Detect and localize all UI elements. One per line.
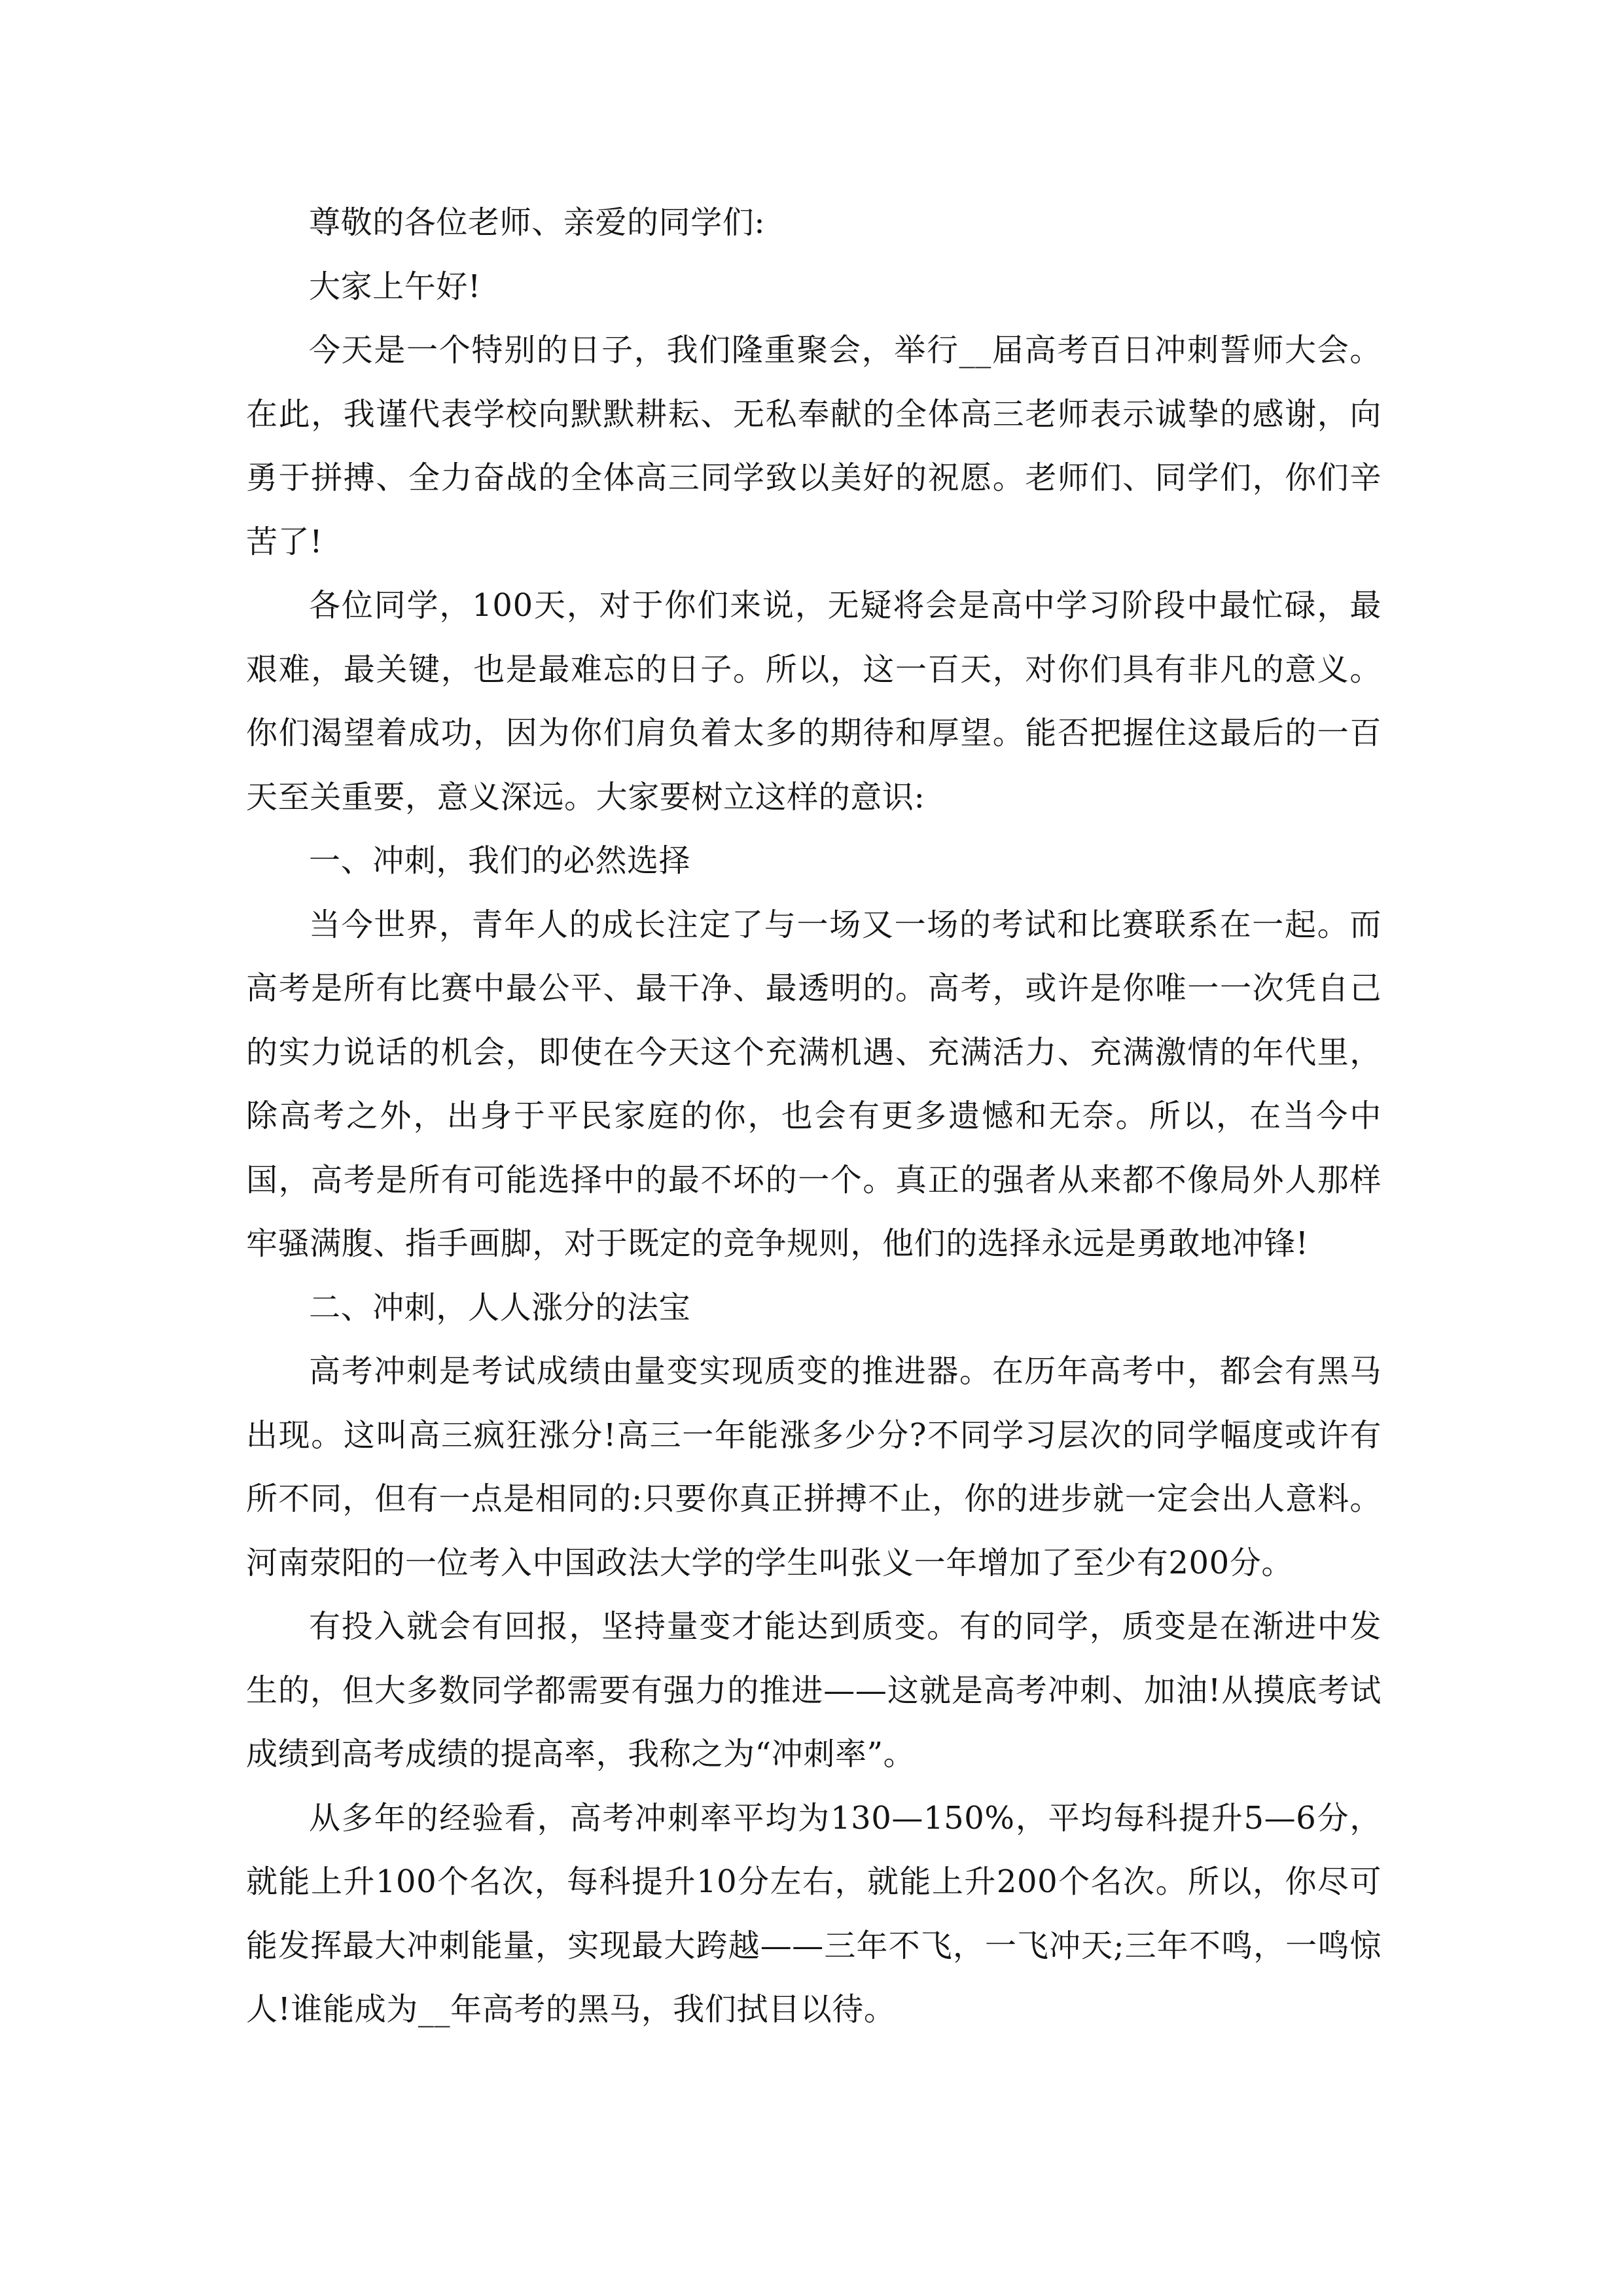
paragraph-section-2c: 从多年的经验看，高考冲刺率平均为130—150%，平均每科提升5—6分，就能上升100个名次，每科提升10分左右，就能上升200个名次。所以，你尽可能发挥最大冲刺能量，实现最大跨越——三年不飞，一飞冲天;三年不鸣，一鸣惊人!谁能成为__年高考的黑马，我们拭目以待。 <box>246 1799 1382 2028</box>
paragraph-section-2b: 有投入就会有回报，坚持量变才能达到质变。有的同学，质变是在渐进中发生的，但大多数同学都需要有强力的推进——这就是高考冲刺、加油!从摸底考试成绩到高考成绩的提高率，我称之为“冲刺率”。 <box>246 1608 1382 1772</box>
section-heading-1: 一、冲刺，我们的必然选择 <box>309 842 691 879</box>
paragraph-section-1: 当今世界，青年人的成长注定了与一场又一场的考试和比赛联系在一起。而高考是所有比赛中最公平、最干净、最透明的。高考，或许是你唯一一次凭自己的实力说话的机会，即使在今天这个充满机遇、充满活力、充满激情的年代里，除高考之外，出身于平民家庭的你，也会有更多遗憾和无奈。所以，在当今中国，高考是所有可能选择中的最不坏的一个。真正的强者从来都不像局外人那样牢骚满腹、指手画脚，对于既定的竞争规则，他们的选择永远是勇敢地冲锋! <box>246 906 1382 1262</box>
speech-text <box>246 191 1382 2042</box>
paragraph-opening: 今天是一个特别的日子，我们隆重聚会，举行__届高考百日冲刺誓师大会。在此，我谨代表学校向默默耕耘、无私奉献的全体高三老师表示诚挚的感谢，向勇于拼搏、全力奋战的全体高三同学致以美好的祝愿。老师们、同学们，你们辛苦了! <box>246 332 1382 560</box>
salutation: 尊敬的各位老师、亲爱的同学们: <box>309 204 766 241</box>
paragraph-section-2a: 高考冲刺是考试成绩由量变实现质变的推进器。在历年高考中，都会有黑马出现。这叫高三疯狂涨分!高三一年能涨多少分?不同学习层次的同学幅度或许有所不同，但有一点是相同的:只要你真正拼搏不止，你的进步就一定会出人意料。河南荥阳的一位考入中国政法大学的学生叫张义一年增加了至少有200分。 <box>246 1353 1382 1581</box>
paragraph-hundred-days: 各位同学，100天，对于你们来说，无疑将会是高中学习阶段中最忙碌，最艰难，最关键，也是最难忘的日子。所以，这一百天，对你们具有非凡的意义。你们渴望着成功，因为你们肩负着太多的期待和厚望。能否把握住这最后的一百天至关重要，意义深远。大家要树立这样的意识: <box>246 587 1382 816</box>
section-heading-2: 二、冲刺，人人涨分的法宝 <box>309 1289 691 1326</box>
greeting: 大家上午好! <box>309 268 481 305</box>
